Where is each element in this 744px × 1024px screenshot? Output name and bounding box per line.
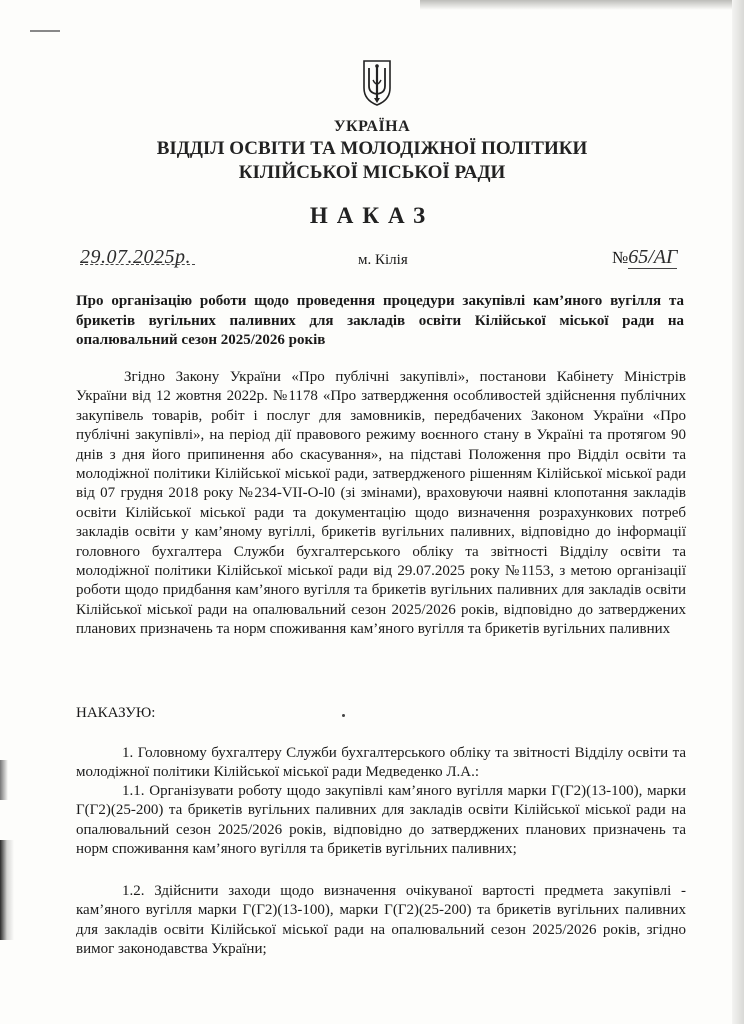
order-number-value: 65/АГ — [628, 246, 678, 268]
scan-left-shadow — [0, 840, 14, 940]
order-word: НАКАЗУЮ: — [76, 705, 156, 721]
trident-emblem-icon — [361, 58, 393, 108]
order-item-1-1: 1.1. Організувати роботу щодо закупівлі кам’яного вугілля марки Г(Г2)(13-100), марки Г(Г2)(25-200) та брикетів вугільних паливних для закладів освіти Кілійської міської ради на опалювальний сезон 2025/2026 років, відповідно до затверджених планових призначень та норм споживання кам’яного вугілля та брикетів вугільних паливних; — [76, 783, 686, 858]
preamble-paragraph: Згідно Закону України «Про публічні закупівлі», постанови Кабінету Міністрів України від 12 жовтня 2022р. №1178 «Про затвердження особливостей здійснення публічних закупівель товарів, робіт і послуг для замовників, передбачених Законом України «Про публічні закупівлі», на період дії правового режиму воєнного стану в Україні та протягом 90 днів з дня його припинення або скасування», на підставі Положення про Відділ освіти та молодіжної політики Кілійської міської ради, затвердженого рішенням Кілійської міської ради від 07 грудня 2018 року №234-VII-О-l0 (зі змінами), враховуючи наявні клопотання закладів освіти Кілійської міської ради та документацію щодо визначення розрахункових потреб закладів освіти у кам’яному вугіллі, брикетів вугільних паливних, відповідно до інформації головного бухгалтера Служби бухгалтерського обліку та звітності Відділу освіти та молодіжної політики Кілійської міської ради від 29.07.2025 року №1153, з метою організації роботи щодо придбання кам’яного вугілля та брикетів вугільних паливних для закладів освіти Кілійської міської ради на опалювальний сезон 2025/2026 років, відповідно до затверджених планових призначень та норм споживання кам’яного вугілля та брикетів вугільних паливних — [76, 369, 686, 638]
header-council: КІЛІЙСЬКОЇ МІСЬКОЇ РАДИ — [238, 162, 506, 183]
order-title: Про організацію роботи щодо проведення процедури закупівлі кам’яного вугілля та брикетів вугільних паливних для закладів освіти Кілійської міської ради на опалювальний сезон 2025/2026 років — [76, 293, 684, 348]
order-date: 29.07.2025р. — [80, 246, 191, 268]
order-item-1: 1. Головному бухгалтеру Служби бухгалтерського обліку та звітності Відділу освіти та молодіжної політики Кілійської міської ради Медведенко Л.А.: — [76, 745, 686, 781]
document-type: НАКАЗ — [309, 203, 435, 228]
order-number-prefix: № — [612, 248, 629, 267]
order-city: м. Кілія — [358, 252, 408, 268]
scan-top-shadow — [420, 0, 744, 10]
header-country: УКРАЇНА — [333, 118, 411, 135]
header-department: ВІДДІЛ ОСВІТИ ТА МОЛОДІЖНОЇ ПОЛІТИКИ — [156, 138, 588, 159]
scan-corner-mark — [30, 30, 60, 32]
scan-dot — [342, 714, 345, 717]
order-number — [612, 246, 677, 269]
scan-left-shadow-small — [0, 760, 8, 800]
order-item-1-2: 1.2. Здійснити заходи щодо визначення очікуваної вартості предмета закупівлі - кам’яного вугілля марки Г(Г2)(13-100), марки Г(Г2)(25-200) та брикетів вугільних паливних для закладів освіти Кілійської міської ради на опалювальний сезон 2025/2026 років, згідно вимог законодавства України; — [76, 883, 686, 958]
